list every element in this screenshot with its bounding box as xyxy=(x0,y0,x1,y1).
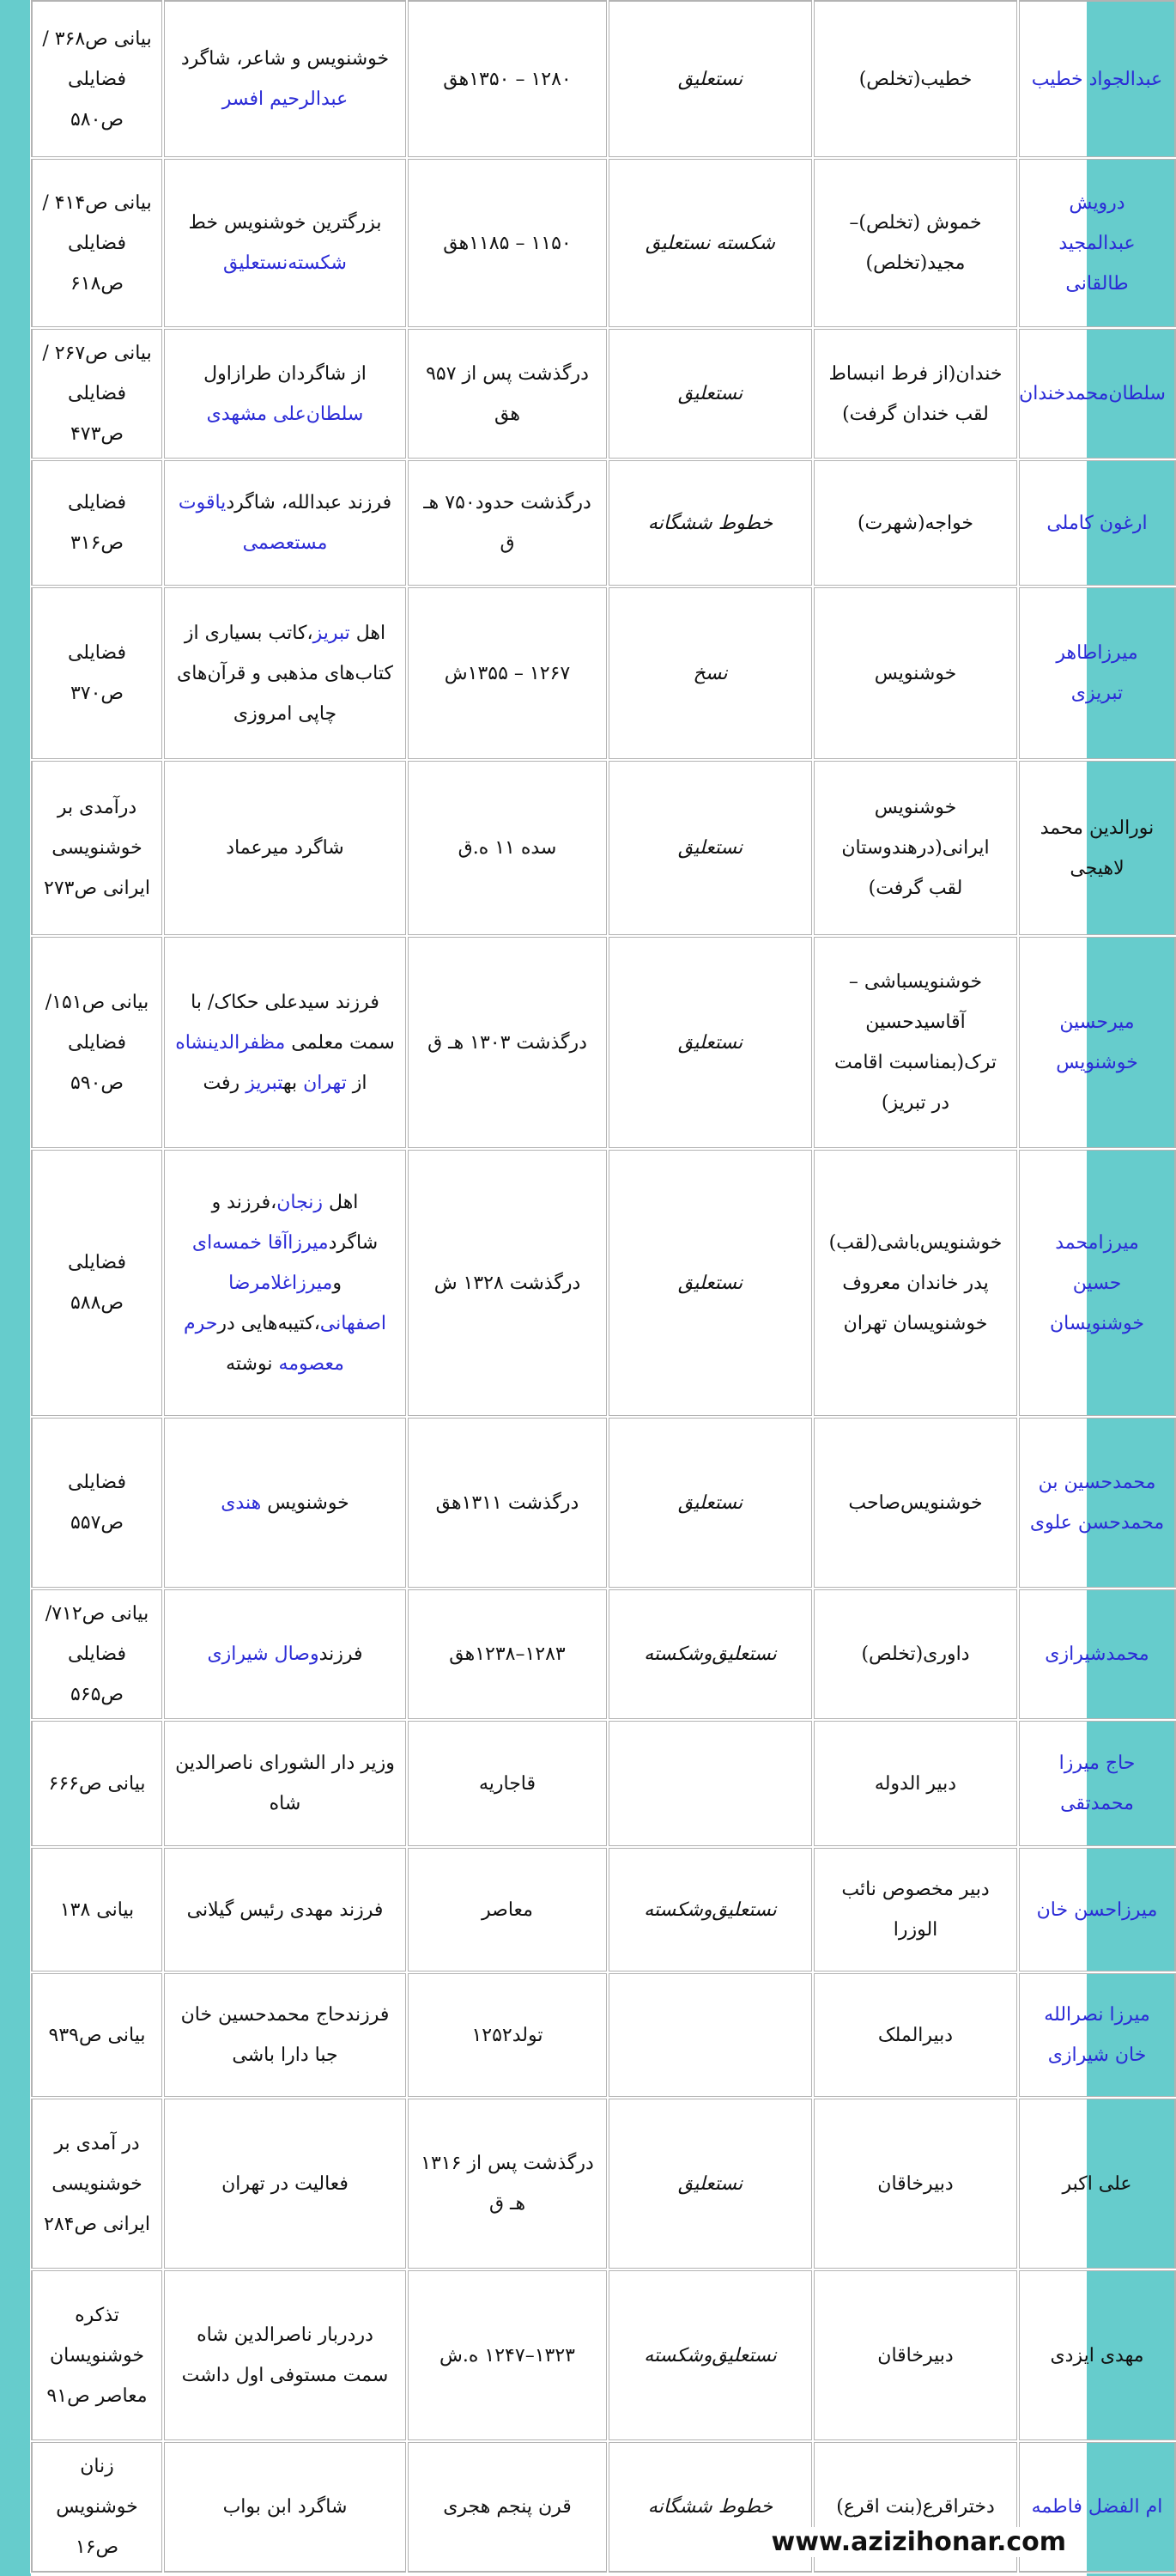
title-cell xyxy=(813,586,1018,760)
site-watermark: www.azizihonar.com xyxy=(767,2527,1072,2557)
cell-text: فضایلی ص۵۸۸ xyxy=(67,1252,127,1314)
title-cell xyxy=(813,2098,1018,2269)
source-cell xyxy=(31,936,163,1149)
table-row xyxy=(31,586,1176,760)
cell-text: علی اکبر xyxy=(1062,2172,1132,2195)
cell-text: درگذشت ۱۳۲۸ ش xyxy=(433,1272,581,1294)
title-cell xyxy=(813,1149,1018,1417)
date-cell xyxy=(407,760,608,936)
source-cell xyxy=(31,1720,163,1847)
note-cell xyxy=(163,2269,407,2441)
name-cell xyxy=(1018,0,1176,158)
cell-text: خوشنویسباشی – آقاسیدحسین ترک(بمناسبت اقامت در تبریز) xyxy=(834,971,997,1114)
link-text[interactable]: سلطان‌علی مشهدی xyxy=(206,403,364,425)
name-cell xyxy=(1018,1720,1176,1847)
date-cell xyxy=(407,2269,608,2441)
cell-text: نستعلیق‌وشکسته xyxy=(644,1643,777,1665)
cell-text: ۱۲۸۰ – ۱۳۵۰هق xyxy=(443,68,572,90)
cell-text: زنان خوشنویس ص۱۶ xyxy=(56,2456,138,2558)
script-cell xyxy=(608,1972,813,2098)
cell-text: به xyxy=(282,1072,304,1094)
cell-text: بیانی ص۹۳۹ xyxy=(48,2024,146,2046)
table-row xyxy=(31,158,1176,328)
date-cell xyxy=(407,459,608,586)
source-cell xyxy=(31,760,163,936)
title-cell xyxy=(813,760,1018,936)
script-cell xyxy=(608,0,813,158)
cell-text: خطیب(تخلص) xyxy=(858,68,973,90)
script-cell xyxy=(608,936,813,1149)
link-text[interactable]: محمدحسین بن محمدحسن علوی xyxy=(1029,1472,1165,1534)
date-cell xyxy=(407,158,608,328)
cell-text: درآمدی بر خوشنویسی ایرانی ص۲۷۳ xyxy=(44,797,150,899)
cell-text: دبیرخاقان xyxy=(877,2172,954,2195)
table-row xyxy=(31,1589,1176,1720)
cell-text: دختراقرع(بنت اقرع) xyxy=(836,2496,995,2518)
note-cell xyxy=(163,936,407,1149)
link-text[interactable]: حاج میرزا محمدتقی xyxy=(1058,1753,1136,1814)
cell-text: نسخ xyxy=(693,662,728,684)
script-cell xyxy=(608,158,813,328)
table-row xyxy=(31,2269,1176,2441)
cell-text: خوشنویس و شاعر، شاگرد xyxy=(180,48,390,70)
title-cell xyxy=(813,936,1018,1149)
title-cell xyxy=(813,0,1018,158)
date-cell xyxy=(407,1720,608,1847)
note-cell xyxy=(163,0,407,158)
source-cell xyxy=(31,1589,163,1720)
cell-text: شاگرد میرعماد xyxy=(226,837,344,859)
cell-text: دبیرخاقان xyxy=(877,2344,954,2366)
cell-text: بیانی ص۱۵۱/ فضایلی ص۵۹۰ xyxy=(45,991,149,1094)
cell-text: خوشنویس ایرانی(درهندوستان لقب گرفت) xyxy=(841,797,990,899)
cell-text: نستعلیق‌وشکسته xyxy=(644,2344,777,2366)
link-text[interactable]: درویش عبدالمجید طالقانی xyxy=(1058,191,1136,295)
date-cell xyxy=(407,586,608,760)
cell-text: ،فرزند و شاگرد xyxy=(211,1191,379,1254)
link-text[interactable]: میرزاطاهر تبریزی xyxy=(1056,642,1138,704)
cell-text: نستعلیق xyxy=(677,1031,743,1054)
link-text[interactable]: یاقوت مستعصمی xyxy=(178,492,328,554)
cell-text: نستعلیق xyxy=(677,68,743,90)
script-cell xyxy=(608,1847,813,1972)
cell-text: اهل xyxy=(323,1191,359,1213)
name-cell xyxy=(1018,158,1176,328)
note-cell xyxy=(163,1720,407,1847)
cell-text: نورالدین محمد لاهیجی xyxy=(1040,817,1155,879)
name-cell xyxy=(1018,586,1176,760)
table-row xyxy=(31,459,1176,586)
cell-text: ۱۱۵۰ – ۱۱۸۵هق xyxy=(443,232,572,254)
cell-text: درگذشت پس از ۹۵۷ هق xyxy=(426,362,589,425)
cell-text: قاجاریه xyxy=(478,1772,536,1795)
cell-text: فرزندحاج محمدحسین خان جبا دارا باشی xyxy=(180,2004,390,2066)
cell-text: نستعلیق‌وشکسته xyxy=(644,1899,777,1921)
title-cell xyxy=(813,158,1018,328)
date-cell xyxy=(407,1972,608,2098)
link-text[interactable]: سلطان‌محمدخندان xyxy=(1019,383,1166,404)
source-cell xyxy=(31,2441,163,2573)
cell-text: خواجه(شهرت) xyxy=(857,512,974,534)
name-cell xyxy=(1018,1417,1176,1589)
note-cell xyxy=(163,328,407,459)
name-cell xyxy=(1018,2098,1176,2269)
table-row xyxy=(31,2098,1176,2269)
title-cell xyxy=(813,459,1018,586)
note-cell xyxy=(163,1847,407,1972)
cell-text: خموش (تخلص)– مجید(تخلص) xyxy=(849,212,982,274)
cell-text: رفت xyxy=(203,1072,246,1094)
calligraphers-table xyxy=(31,0,1176,2573)
name-cell xyxy=(1018,328,1176,459)
source-cell xyxy=(31,1417,163,1589)
link-text[interactable]: تبریز xyxy=(246,1072,283,1094)
cell-text: شاگرد ابن بواب xyxy=(222,2496,348,2518)
cell-text: ۱۲۸۳–۱۲۳۸هق xyxy=(449,1643,566,1665)
date-cell xyxy=(407,2098,608,2269)
cell-text: فرزند عبدالله، شاگرد xyxy=(226,492,392,513)
cell-text: خوشنویس xyxy=(874,662,957,684)
name-cell xyxy=(1018,1589,1176,1720)
link-text[interactable]: میرزاحسن خان xyxy=(1036,1899,1158,1921)
script-cell xyxy=(608,1720,813,1847)
cell-text: از xyxy=(346,1072,367,1094)
cell-text: وزیر دار الشورای ناصرالدین شاه xyxy=(175,1753,395,1814)
script-cell xyxy=(608,459,813,586)
cell-text: خطوط ششگانه xyxy=(647,512,773,534)
cell-text: خوشنویس‌صاحب xyxy=(848,1492,983,1514)
source-cell xyxy=(31,459,163,586)
note-cell xyxy=(163,158,407,328)
script-cell xyxy=(608,2269,813,2441)
cell-text: از شاگردان طرازاول xyxy=(203,362,367,385)
source-cell xyxy=(31,0,163,158)
title-cell xyxy=(813,1417,1018,1589)
link-text[interactable]: عبدالجواد خطیب xyxy=(1031,68,1163,90)
cell-text: ۱۲۶۷ – ۱۳۵۵ش xyxy=(444,662,571,684)
cell-text: درگذشت ۱۳۱۱هق xyxy=(435,1492,579,1514)
table-body xyxy=(31,0,1176,2573)
script-cell xyxy=(608,760,813,936)
script-cell xyxy=(608,1149,813,1417)
date-cell xyxy=(407,328,608,459)
cell-text: درگذشت پس از ۱۳۱۶ هـ ق xyxy=(421,2153,594,2215)
cell-text: خوشنویس‌باشی(لقب) پدر خاندان معروف خوشنویسان تهران xyxy=(828,1231,1003,1334)
cell-text: فعالیت در تهران xyxy=(221,2172,349,2195)
name-cell xyxy=(1018,760,1176,936)
note-cell xyxy=(163,1417,407,1589)
source-cell xyxy=(31,1972,163,2098)
date-cell xyxy=(407,1847,608,1972)
date-cell xyxy=(407,1149,608,1417)
note-cell xyxy=(163,1972,407,2098)
cell-text: داوری(تخلص) xyxy=(861,1643,970,1665)
cell-text: بیانی ص۲۶۷ / فضایلی ص۴۷۳ xyxy=(42,343,152,445)
cell-text: فضایلی ص۳۷۰ xyxy=(67,642,127,704)
cell-text: بیانی ص۷۱۲/ فضایلی ص۵۶۵ xyxy=(45,1603,149,1705)
cell-text: ،کاتب بسیاری از کتاب‌های مذهبی و قرآن‌های چاپی امروزی xyxy=(176,622,393,725)
table-row xyxy=(31,1847,1176,1972)
cell-text: فضایلی ص۵۵۷ xyxy=(67,1472,127,1534)
table-row xyxy=(31,936,1176,1149)
cell-text: نستعلیق xyxy=(677,837,743,859)
source-cell xyxy=(31,1149,163,1417)
title-cell xyxy=(813,328,1018,459)
link-text[interactable]: ام الفضل فاطمه xyxy=(1031,2496,1163,2518)
link-text[interactable]: میرزاآقا خمسه‌ای xyxy=(191,1231,329,1254)
link-text[interactable]: وصال شیرازی xyxy=(207,1643,319,1665)
cell-text: خوشنویس xyxy=(261,1492,349,1514)
cell-text: اهل xyxy=(349,622,386,644)
link-text[interactable]: حرم معصومه xyxy=(183,1312,344,1375)
source-cell xyxy=(31,586,163,760)
table-row xyxy=(31,328,1176,459)
note-cell xyxy=(163,1589,407,1720)
cell-text: فرزند مهدی رئیس گیلانی xyxy=(186,1899,384,1921)
cell-text: نستعلیق xyxy=(677,1272,743,1294)
cell-text: ۱۳۲۳–۱۲۴۷ ه.ش xyxy=(439,2344,575,2366)
script-cell xyxy=(608,1417,813,1589)
note-cell xyxy=(163,2098,407,2269)
table-row xyxy=(31,1149,1176,1417)
note-cell xyxy=(163,586,407,760)
title-cell xyxy=(813,1589,1018,1720)
cell-text: در آمدی بر خوشنویسی ایرانی ص۲۸۴ xyxy=(44,2132,150,2235)
cell-text: تولد۱۲۵۲ xyxy=(471,2024,543,2046)
source-cell xyxy=(31,328,163,459)
name-cell xyxy=(1018,1972,1176,2098)
link-text[interactable]: شکسته‌نستعلیق xyxy=(223,252,347,274)
link-text[interactable]: تهران xyxy=(303,1072,347,1094)
cell-text: نوشته xyxy=(226,1352,279,1375)
date-cell xyxy=(407,1589,608,1720)
cell-text: بزرگترین خوشنویس خط xyxy=(188,212,382,234)
link-text[interactable]: تبریز xyxy=(312,622,350,644)
link-text[interactable]: میرزا نصرالله خان شیرازی xyxy=(1044,2004,1150,2066)
note-cell xyxy=(163,760,407,936)
cell-text: و xyxy=(332,1272,342,1294)
title-cell xyxy=(813,1972,1018,2098)
title-cell xyxy=(813,1847,1018,1972)
script-cell xyxy=(608,2098,813,2269)
cell-text: نستعلیق xyxy=(677,383,743,404)
title-cell xyxy=(813,1720,1018,1847)
table-row xyxy=(31,1972,1176,2098)
name-cell xyxy=(1018,2269,1176,2441)
cell-text: نستعلیق xyxy=(677,1492,743,1514)
link-text[interactable]: میرزاغلامرضا اصفهانی xyxy=(228,1272,387,1334)
cell-text: قرن پنجم هجری xyxy=(443,2496,572,2518)
cell-text: نستعلیق xyxy=(677,2172,743,2195)
link-text[interactable]: میرحسین خوشنویس xyxy=(1056,1012,1138,1073)
name-cell xyxy=(1018,1847,1176,1972)
script-cell xyxy=(608,328,813,459)
link-text[interactable]: محمدشیرازی xyxy=(1045,1643,1149,1665)
cell-text: بیانی ص۳۶۸ / فضایلی ص۵۸۰ xyxy=(42,27,152,131)
cell-text: فضایلی ص۳۱۶ xyxy=(67,492,127,554)
page-sheet xyxy=(31,0,1166,2576)
link-text[interactable]: زنجان xyxy=(276,1191,324,1213)
cell-text: دبیرالملک xyxy=(877,2024,954,2046)
date-cell xyxy=(407,0,608,158)
cell-text: معاصر xyxy=(482,1899,533,1921)
name-cell xyxy=(1018,1149,1176,1417)
date-cell xyxy=(407,936,608,1149)
name-cell xyxy=(1018,459,1176,586)
cell-text: بیانی ص۶۶۶ xyxy=(48,1772,146,1795)
note-cell xyxy=(163,2441,407,2573)
link-text[interactable]: هندی xyxy=(221,1492,262,1514)
link-text[interactable]: عبدالرحیم افسر xyxy=(221,88,349,110)
cell-text: بیانی ۱۳۸ xyxy=(59,1899,135,1921)
cell-text: درگذشت ۱۳۰۳ هـ ق xyxy=(427,1031,587,1054)
script-cell xyxy=(608,1589,813,1720)
table-row xyxy=(31,1417,1176,1589)
date-cell xyxy=(407,2441,608,2573)
source-cell xyxy=(31,158,163,328)
date-cell xyxy=(407,1417,608,1589)
script-cell xyxy=(608,586,813,760)
link-text[interactable]: مظفرالدینشاه xyxy=(175,1031,286,1054)
cell-text: بیانی ص۴۱۴ / فضایلی ص۶۱۸ xyxy=(42,191,152,295)
link-text[interactable]: میرزامحمد حسین خوشنویسان xyxy=(1049,1231,1144,1334)
cell-text: خندان(از فرط انبساط لقب خندان گرفت) xyxy=(828,362,1003,425)
cell-text: تذکره خوشنویسان معاصر ص۹۱ xyxy=(46,2304,148,2407)
table-row xyxy=(31,0,1176,158)
source-cell xyxy=(31,2269,163,2441)
cell-text: درگذشت حدود۷۵۰ هـ ق xyxy=(423,492,591,554)
cell-text: دبیر مخصوص نائب الوزرا xyxy=(841,1879,990,1941)
table-row xyxy=(31,760,1176,936)
title-cell xyxy=(813,2269,1018,2441)
cell-text: شکسته نستعلیق xyxy=(646,232,775,254)
name-cell xyxy=(1018,936,1176,1149)
cell-text: دبیر الدوله xyxy=(874,1772,957,1795)
table-row xyxy=(31,1720,1176,1847)
source-cell xyxy=(31,1847,163,1972)
cell-text: ،کتیبه‌هایی در xyxy=(217,1312,320,1334)
cell-text: خطوط ششگانه xyxy=(647,2496,773,2518)
source-cell xyxy=(31,2098,163,2269)
note-cell xyxy=(163,1149,407,1417)
cell-text: فرزند xyxy=(318,1643,363,1665)
cell-text: فرزند سیدعلی حکاک/ با سمت معلمی xyxy=(191,991,395,1054)
cell-text: دردربار ناصرالدین شاه سمت مستوفی اول داشت xyxy=(181,2324,389,2386)
link-text[interactable]: ارغون کاملی xyxy=(1046,512,1148,534)
cell-text: مهدی ایزدی xyxy=(1050,2344,1144,2366)
note-cell xyxy=(163,459,407,586)
cell-text: سده ۱۱ ه.ق xyxy=(458,837,557,859)
